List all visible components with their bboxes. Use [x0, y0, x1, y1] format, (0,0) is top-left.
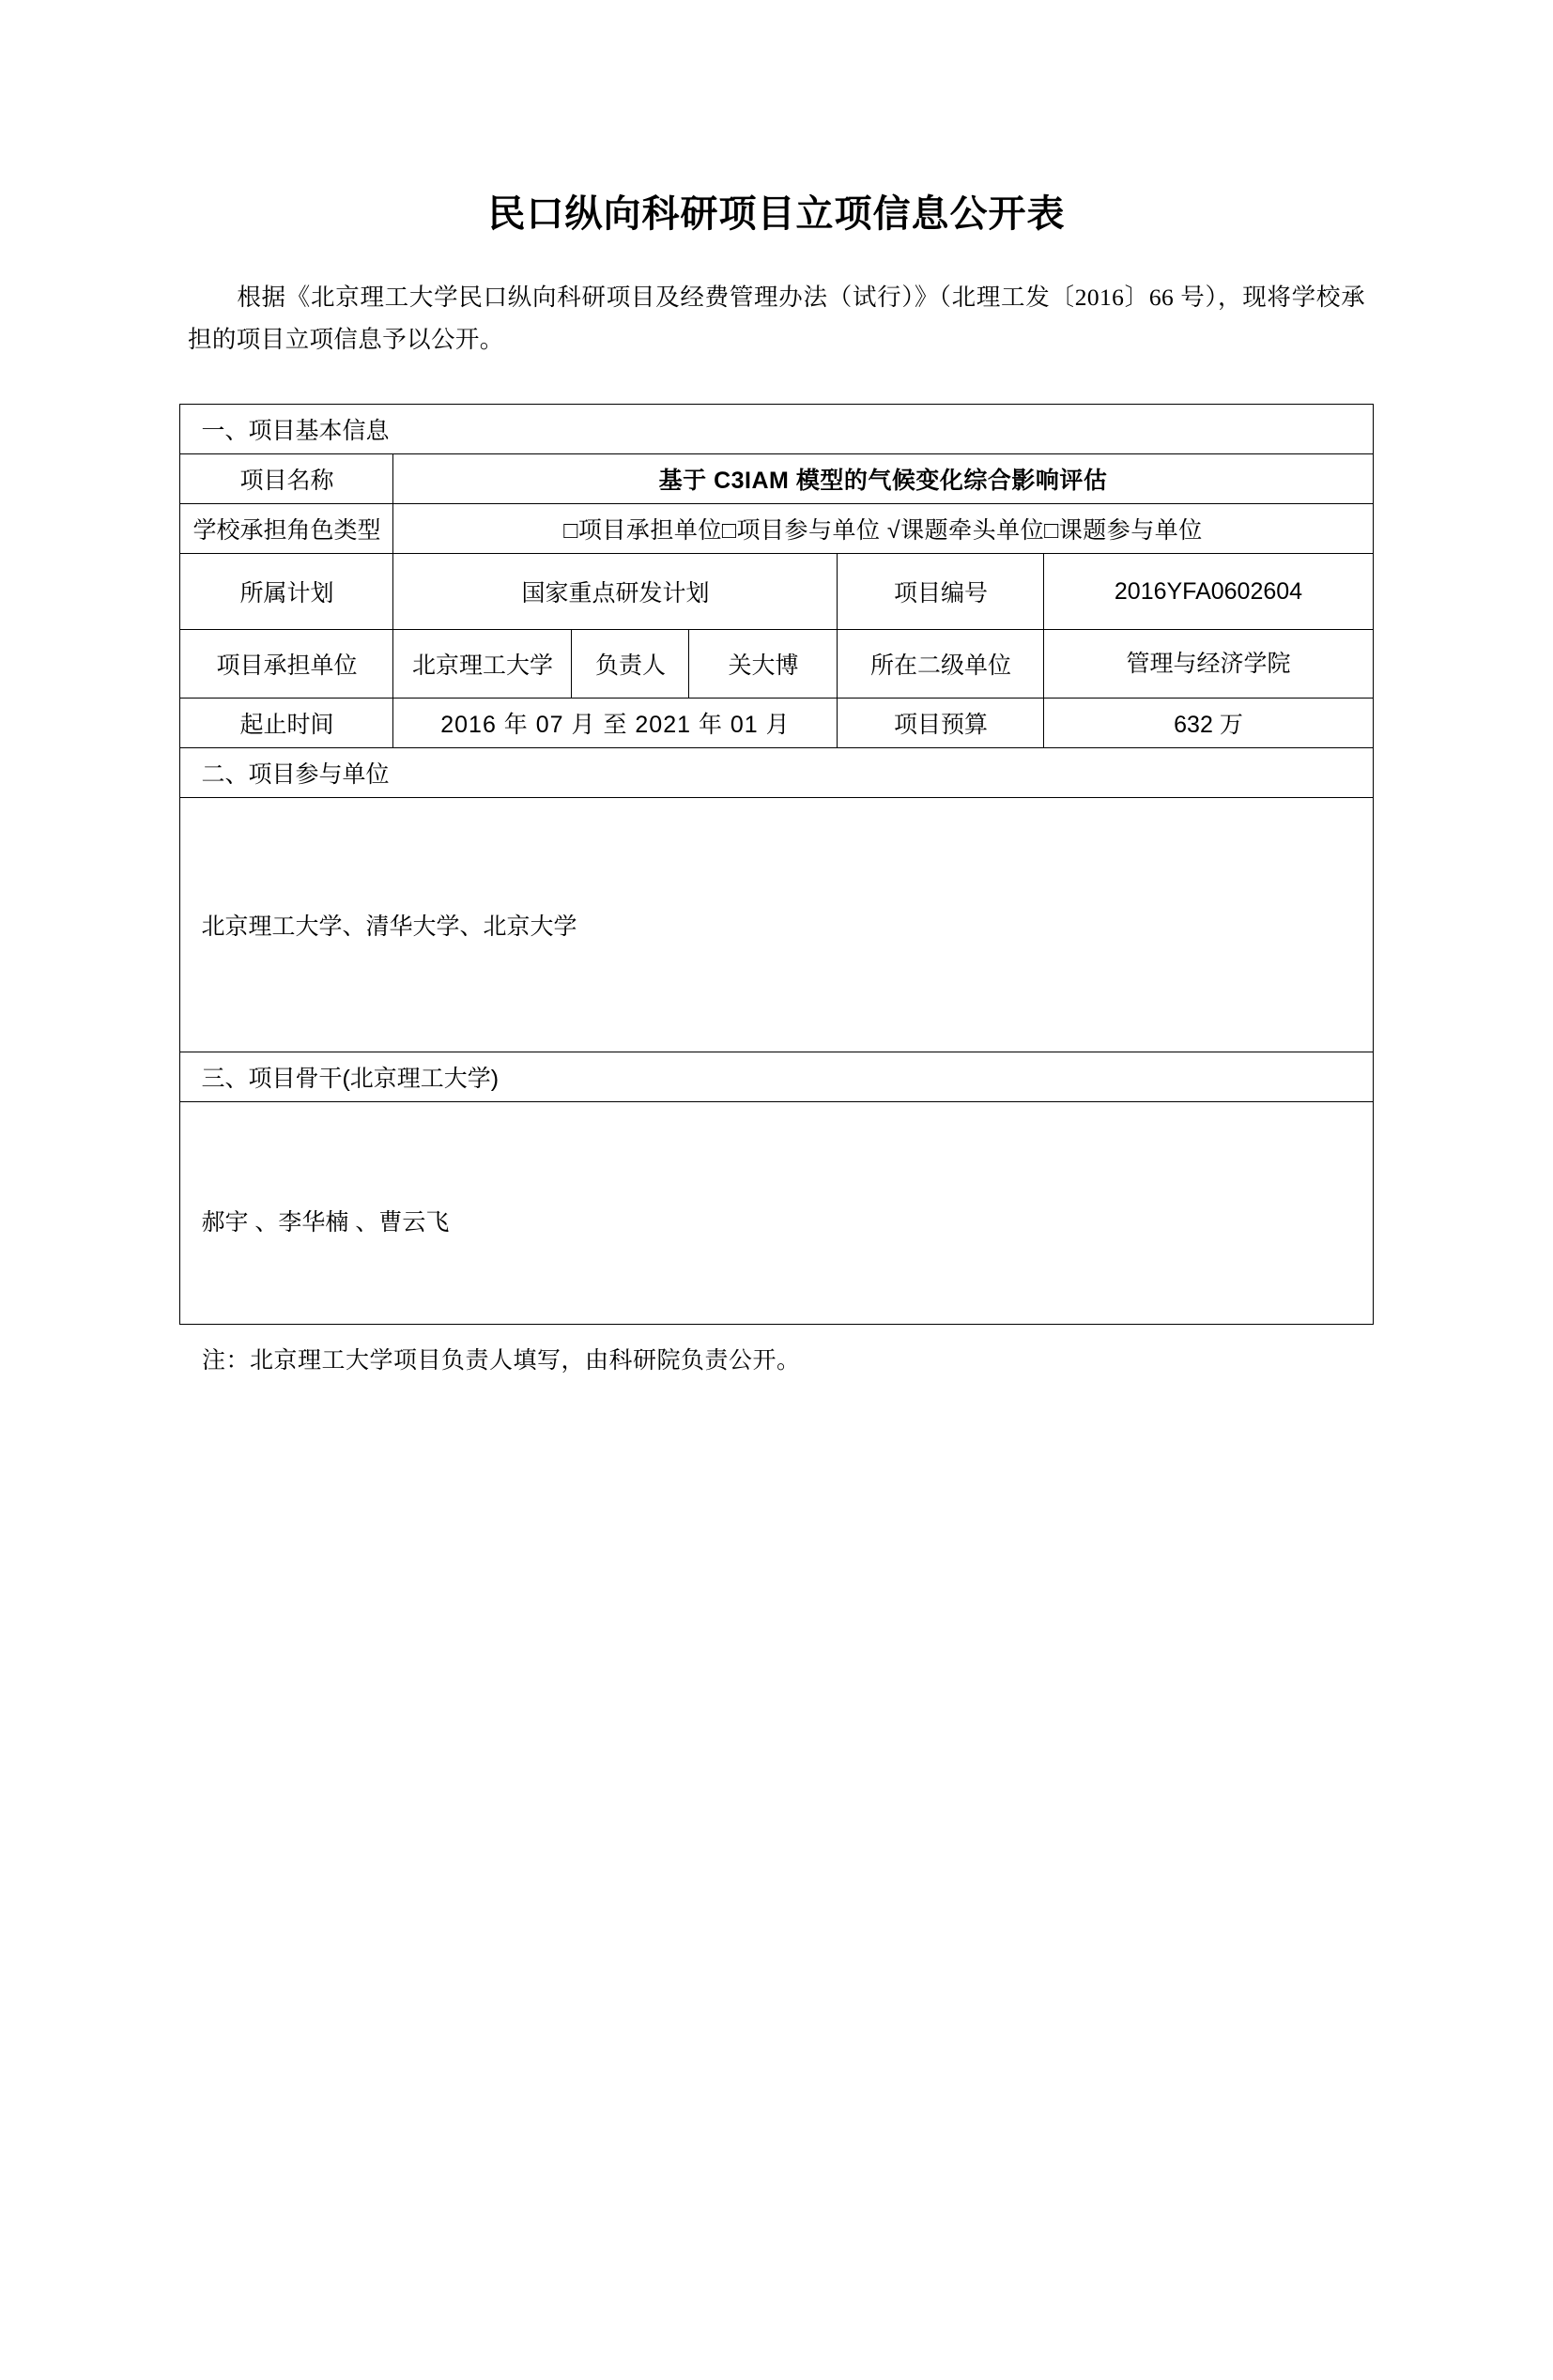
table-row — [180, 1052, 1373, 1102]
value-undertaking-unit: 北京理工大学 — [393, 630, 572, 699]
label-project-code: 项目编号 — [838, 554, 1044, 630]
value-project-code: 2016YFA0602604 — [1044, 554, 1373, 630]
page-title: 民口纵向科研项目立项信息公开表 — [487, 193, 1066, 235]
value-plan: 国家重点研发计划 — [393, 554, 838, 630]
value-leader: 关大博 — [689, 630, 838, 699]
table-row — [180, 1102, 1373, 1325]
document-page — [0, 184, 1553, 2380]
value-budget: 632 万 — [1044, 699, 1373, 748]
label-leader: 负责人 — [572, 630, 689, 699]
table-row — [180, 554, 1373, 630]
table-row — [180, 504, 1373, 554]
footer-note: 注：北京理工大学项目负责人填写，由科研院负责公开。 — [202, 1348, 801, 1374]
label-secondary-unit: 所在二级单位 — [838, 630, 1044, 699]
table-row — [180, 405, 1373, 454]
intro-text: 根据《北京理工大学民口纵向科研项目及经费管理办法（试行）》（北理工发〔2016〕66 号），现将学校承担的项目立项信息予以公开。 — [188, 284, 1365, 353]
label-undertaking-unit: 项目承担单位 — [180, 630, 393, 699]
label-project-name: 项目名称 — [180, 454, 393, 504]
label-budget: 项目预算 — [838, 699, 1044, 748]
table-row — [180, 454, 1373, 504]
section2-content: 北京理工大学、清华大学、北京大学 — [180, 798, 1373, 1052]
value-secondary-unit: 管理与经济学院 — [1044, 630, 1373, 699]
table-row — [180, 798, 1373, 1052]
section2-heading: 二、项目参与单位 — [180, 748, 1373, 798]
project-info-table — [179, 404, 1373, 1325]
section3-heading: 三、项目骨干(北京理工大学) — [180, 1052, 1373, 1102]
label-period: 起止时间 — [180, 699, 393, 748]
value-school-role-type: □项目承担单位□项目参与单位 √课题牵头单位□课题参与单位 — [393, 504, 1373, 554]
intro-paragraph — [188, 277, 1365, 361]
value-project-name: 基于 C3IAM 模型的气候变化综合影响评估 — [393, 454, 1373, 504]
section3-content: 郝宇 、李华楠 、曹云飞 — [180, 1102, 1373, 1325]
section1-heading: 一、项目基本信息 — [180, 405, 1373, 454]
table-row — [180, 699, 1373, 748]
table-row — [180, 630, 1373, 699]
label-plan: 所属计划 — [180, 554, 393, 630]
table-row — [180, 748, 1373, 798]
label-school-role-type: 学校承担角色类型 — [180, 504, 393, 554]
value-period: 2016 年 07 月 至 2021 年 01 月 — [393, 699, 838, 748]
